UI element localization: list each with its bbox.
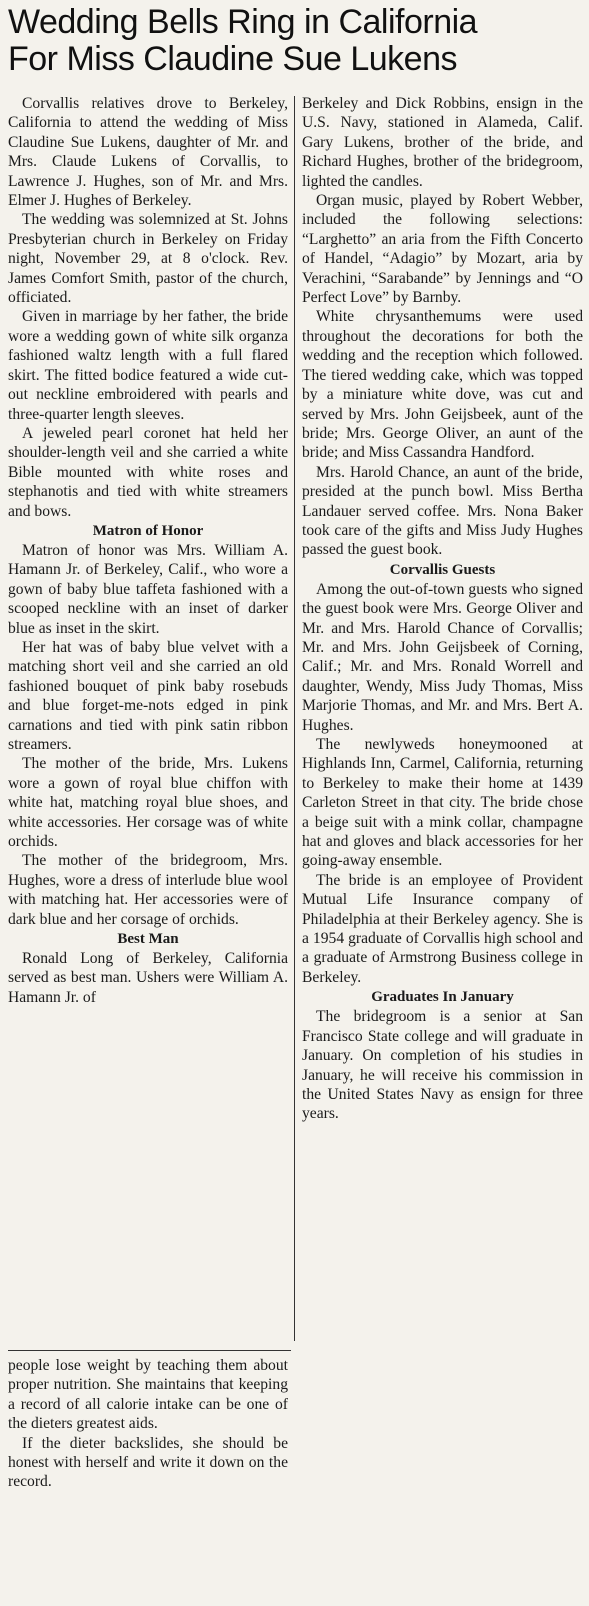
paragraph: people lose weight by teaching them about proper nutrition. She maintains that keeping a record of all calorie intake can be one of the dieters greatest aids. <box>8 1357 288 1433</box>
article-headline <box>8 4 583 78</box>
paragraph: A jeweled pearl coronet hat held her shoulder-length veil and she carried a white Bible mounted with white roses and stephanotis and tied with white streamers and bows. <box>8 424 288 520</box>
paragraph: Her hat was of baby blue velvet with a matching short veil and she carried an old fashioned bouquet of pink baby rosebuds and blue forget-me-nots edged in pink carnations and tied with pink satin ribbon streamers. <box>8 638 288 753</box>
paragraph: Matron of honor was Mrs. William A. Hamann Jr. of Berkeley, Calif., who wore a gown of baby blue taffeta fashioned with a scooped neckline with an inset of darker blue as inset in the skirt. <box>8 541 288 637</box>
subheading-graduates-in-january: Graduates In January <box>371 989 514 1006</box>
paragraph: The bridegroom is a senior at San Francisco State college and will graduate in January. On completion of his studies in January, he will receive his commission in the United States Navy as ensign for three years. <box>302 1008 583 1123</box>
paragraph: Among the out-of-town guests who signed the guest book were Mrs. George Oliver and Mr. and Mrs. Harold Chance of Corvallis; Mr. and Mrs. John Geijsbeek of Corning, Calif.; Mr. and Mrs. Ronald Worrell and daughter, Wendy, Miss Judy Thomas, Miss Marjorie Thomas, and Mr. and Mrs. Bert A. Hughes. <box>302 580 583 734</box>
right-column <box>302 94 583 1124</box>
paragraph: The bride is an employee of Provident Mutual Life Insurance company of Philadelphia at their Berkeley agency. She is a 1954 graduate of Corvallis high school and a graduate of Armstrong Business college in Berkeley. <box>302 871 583 986</box>
paragraph: The mother of the bride, Mrs. Lukens wore a gown of royal blue chiffon with white hat, matching royal blue shoes, and white accessories. Her corsage was of white orchids. <box>8 755 288 851</box>
headline-line-1: Wedding Bells Ring in California <box>8 3 478 41</box>
subheading-matron-of-honor: Matron of Honor <box>92 522 204 539</box>
section-divider <box>8 1350 291 1351</box>
subheading-corvallis-guests: Corvallis Guests <box>389 561 496 578</box>
paragraph: The mother of the bridegroom, Mrs. Hughes, wore a dress of interlude blue wool with matching hat. Her accessories were of dark blue and her corsage of orchids. <box>8 852 288 928</box>
paragraph: Berkeley and Dick Robbins, ensign in the U.S. Navy, stationed in Alameda, Calif. Gary Lukens, brother of the bride, and Richard Hughes, brother of the bridegroom, lighted the candles. <box>302 95 583 190</box>
paragraph: White chrysanthemums were used throughout the decorations for both the wedding and the reception which followed. The tiered wedding cake, which was topped by a miniature white dove, was cut and served by Mrs. John Geijsbeek, aunt of the bride; Mrs. George Oliver, an aunt of the bride; and Miss Cassandra Handford. <box>302 308 583 462</box>
headline-line-2: For Miss Claudine Sue Lukens <box>8 40 458 78</box>
left-column <box>8 94 288 1007</box>
paragraph: If the dieter backslides, she should be honest with herself and write it down on the record. <box>8 1434 288 1491</box>
unrelated-article-fragment <box>8 1356 288 1492</box>
paragraph: Ronald Long of Berkeley, California served as best man. Ushers were William A. Hamann Jr. of <box>8 950 288 1006</box>
paragraph: The wedding was solemnized at St. Johns Presbyterian church in Berkeley on Friday night, November 29, at 8 o'clock. Rev. James Comfort Smith, pastor of the church, officiated. <box>8 211 288 307</box>
paragraph: Given in marriage by her father, the bride wore a wedding gown of white silk organza fashioned waltz length with a full flared skirt. The fitted bodice featured a wide cut-out neckline embroidered with pearls and three-quarter length sleeves. <box>8 308 288 423</box>
paragraph: Corvallis relatives drove to Berkeley, California to attend the wedding of Miss Claudine Sue Lukens, daughter of Mr. and Mrs. Claude Lukens of Corvallis, to Lawrence J. Hughes, son of Mr. and Mrs. Elmer J. Hughes of Berkeley. <box>8 95 288 210</box>
paragraph: Organ music, played by Robert Webber, included the following selections: “Larghetto” an aria from the Fifth Concerto of Handel, “Adagio” by Mozart, aria by Verachini, “Sarabande” by Jennings and “O Perfect Love” by Barnby. <box>302 192 583 307</box>
column-rule <box>294 96 295 1341</box>
paragraph: The newlyweds honeymooned at Highlands Inn, Carmel, California, returning to Berkeley to make their home at 1439 Carleton Street in that city. The bride chose a beige suit with a mink collar, champagne hat and gloves and black accessories for her going-away ensemble. <box>302 736 583 870</box>
subheading-best-man: Best Man <box>117 931 179 948</box>
paragraph: Mrs. Harold Chance, an aunt of the bride, presided at the punch bowl. Miss Bertha Landauer served coffee. Mrs. Nona Baker took care of the gifts and Miss Judy Hughes passed the guest book. <box>302 463 583 559</box>
